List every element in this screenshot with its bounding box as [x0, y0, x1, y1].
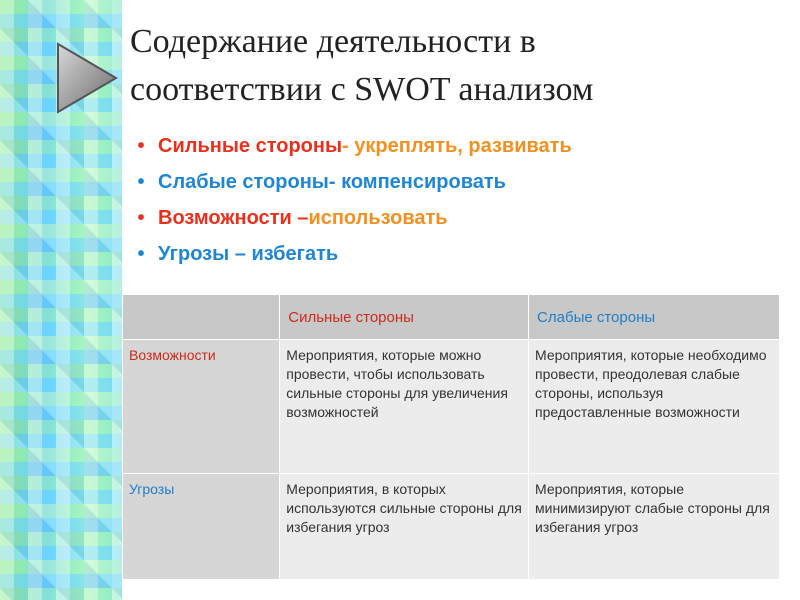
table-header-row: [123, 295, 780, 340]
play-triangle-icon[interactable]: [52, 38, 122, 118]
table-cell: Мероприятия, которые необходимо провести, преодолевая слабые стороны, используя предоставленные возможности: [529, 340, 780, 474]
strategy-bullet-list: [130, 128, 572, 272]
bullet-dot: •: [137, 135, 145, 157]
bullet-strengths: [130, 128, 572, 164]
bullet-threats: [130, 236, 572, 272]
bullet-rest: использовать: [308, 207, 448, 229]
table-cell: Мероприятия, которые минимизируют слабые стороны для избегания угроз: [529, 474, 780, 580]
bullet-strong: Сильные стороны: [158, 135, 343, 157]
row-label-opportunities: Возможности: [123, 340, 280, 474]
bullet-strong: Возможности –: [158, 207, 309, 229]
table-row: [123, 474, 780, 580]
bullet-opportunities: [130, 200, 572, 236]
swot-table: [122, 294, 780, 580]
slide-title: [130, 18, 780, 114]
table-cell: Мероприятия, которые можно провести, чтобы использовать сильные стороны для увеличения возможностей: [280, 340, 529, 474]
bullet-rest: - укреплять, развивать: [342, 135, 572, 157]
bullet-rest: - компенсировать: [328, 171, 506, 193]
table-row: [123, 340, 780, 474]
bullet-dot: •: [137, 243, 145, 265]
title-line-1: Содержание деятельности в: [130, 23, 536, 60]
header-corner-cell: [123, 295, 280, 340]
bullet-dot: •: [137, 171, 145, 193]
bullet-strong: Слабые стороны: [158, 171, 329, 193]
bullet-rest: избегать: [251, 243, 339, 265]
bullet-dot: •: [137, 207, 145, 229]
row-label-threats: Угрозы: [123, 474, 280, 580]
bullet-weaknesses: [130, 164, 572, 200]
header-strengths: Сильные стороны: [280, 295, 529, 340]
title-line-2: соответствии с SWOT анализом: [130, 71, 594, 108]
bullet-strong: Угрозы –: [158, 243, 252, 265]
table-cell: Мероприятия, в которых используются сильные стороны для избегания угроз: [280, 474, 529, 580]
header-weaknesses: Слабые стороны: [529, 295, 780, 340]
